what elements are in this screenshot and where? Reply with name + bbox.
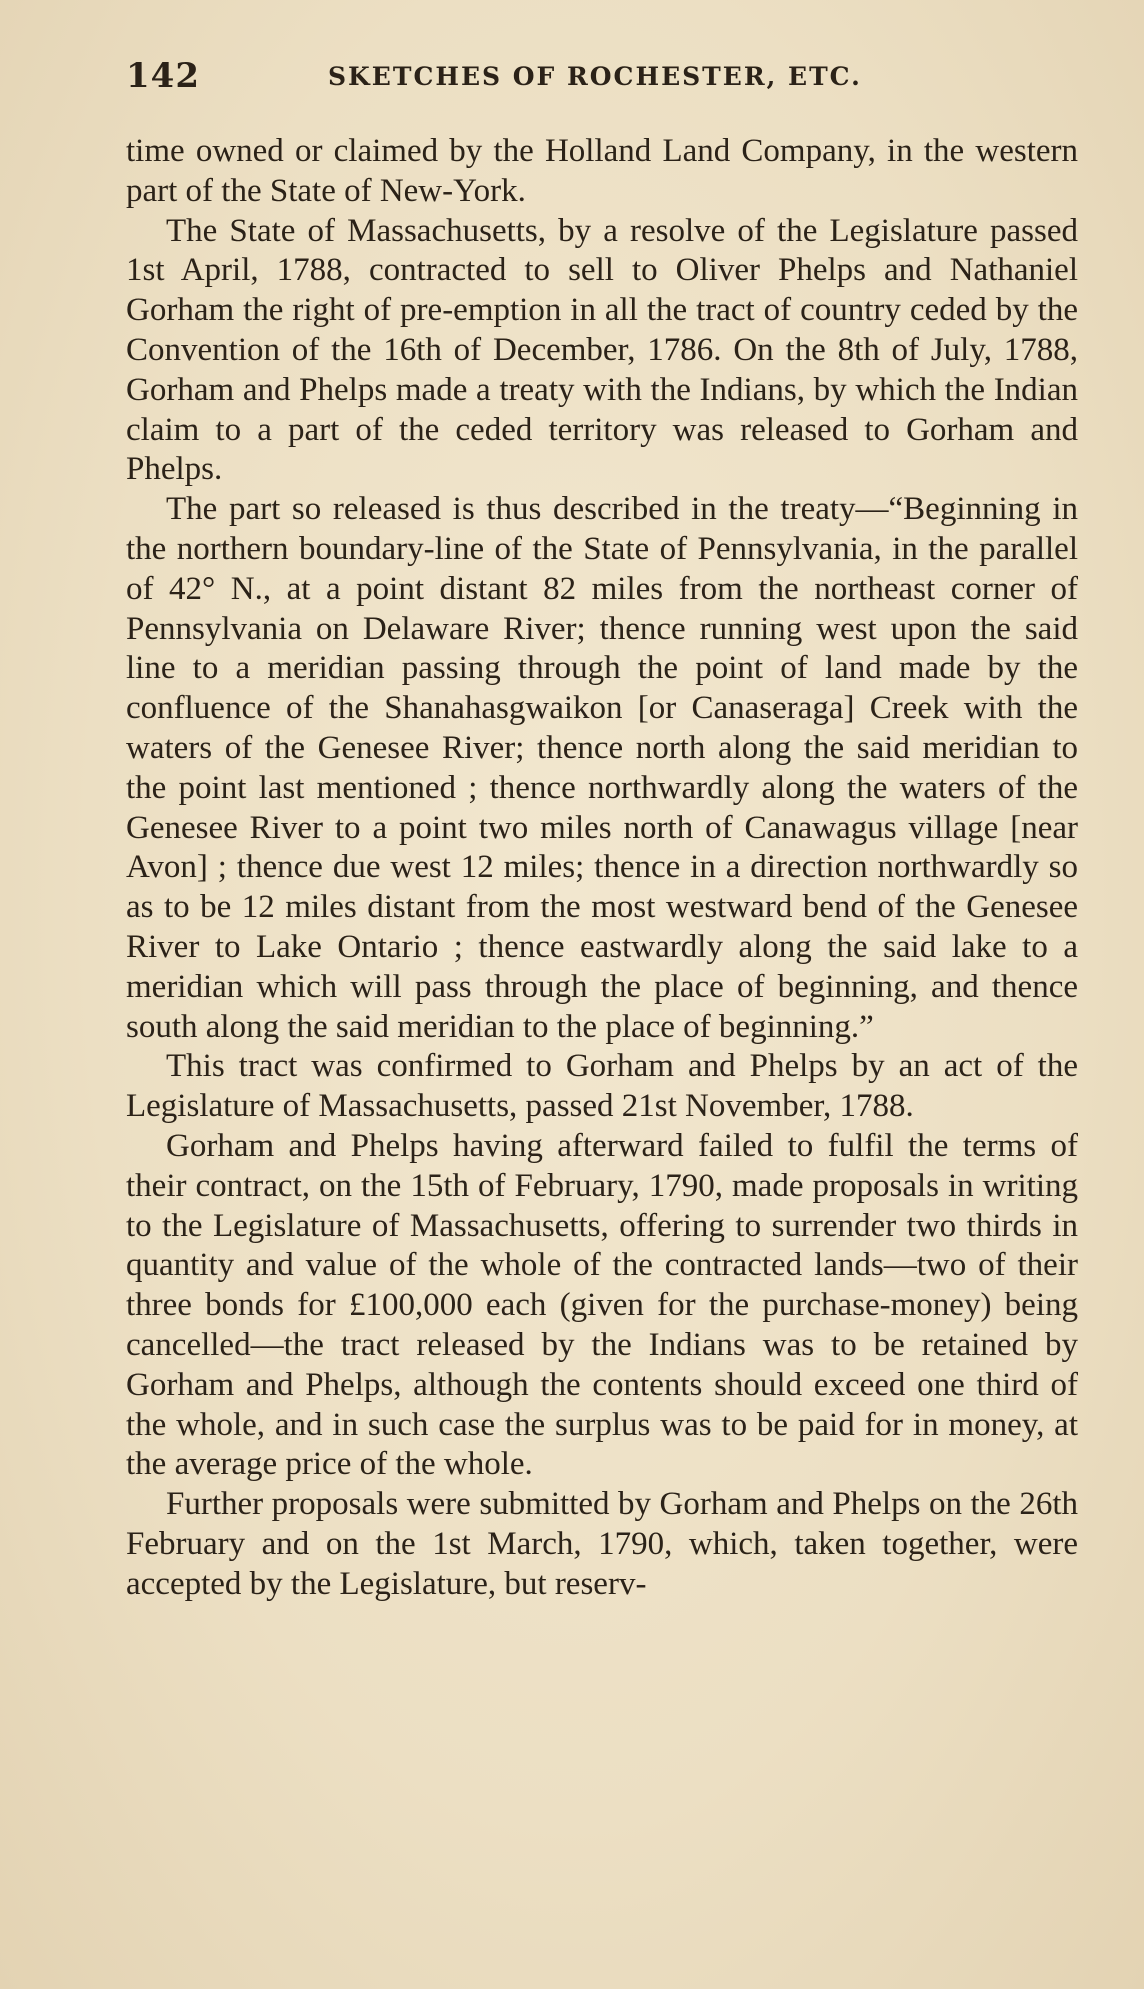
paragraph-continuation: time owned or claimed by the Holland Land Company, in the western part of the State of New-York. xyxy=(126,133,1078,209)
paragraph-massachusetts-resolve: The State of Massachusetts, by a resolve of the Legislature passed 1st April, 1788, contracted to sell to Oliver Phelps and Nathaniel Gorham the right of pre-emption in all the tract of country ceded by the Convention of the 16th of December, 1786. On the 8th of July, 1788, Gorham and Phelps made a treaty with the Indians, by which the Indian claim to a part of the ceded territory was released to Gorham and Phelps. xyxy=(126,212,1078,488)
page-number: 142 xyxy=(126,56,200,96)
body-text xyxy=(126,132,1078,1604)
paragraph-tract-confirmed: This tract was confirmed to Gorham and Phelps by an act of the Legislature of Massachusetts, passed 21st November, 1788. xyxy=(126,1048,1078,1125)
running-title: SKETCHES OF ROCHESTER, ETC. xyxy=(328,62,862,91)
paragraph-contract-failure: Gorham and Phelps having afterward failed to fulfil the terms of their contract, on the 15th of February, 1790, made proposals in writing to the Legislature of Massachusetts, offering to surrender two thirds in quantity and value of the whole of the contracted lands—two of their three bonds for £100,000 each (given for the purchase-money) being cancelled—the tract released by the Indians was to be retained by Gorham and Phelps, although the contents should exceed one third of the whole, and in such case the surplus was to be paid for in money, at the average price of the whole. xyxy=(126,1127,1078,1483)
paragraph-further-proposals: Further proposals were submitted by Gorham and Phelps on the 26th February and on the 1st March, 1790, which, taken together, were accepted by the Legislature, but reserv- xyxy=(126,1486,1078,1602)
paragraph-treaty-description: The part so released is thus described in the treaty—“Beginning in the northern boundary-line of the State of Pennsylvania, in the parallel of 42° N., at a point distant 82 miles from the northeast corner of Pennsylvania on Delaware River; thence running west upon the said line to a meridian passing through the point of land made by the confluence of the Shanahasgwaikon [or Canaseraga] Creek with the waters of the Genesee River; thence north along the said meridian to the point last mentioned ; thence northwardly along the waters of the Genesee River to a point two miles north of Canawagus village [near Avon] ; thence due west 12 miles; thence in a direction northwardly so as to be 12 miles distant from the most westward bend of the Genesee River to Lake Ontario ; thence eastwardly along the said lake to a meridian which will pass through the place of beginning, and thence south along the said meridian to the place of beginning.” xyxy=(126,491,1078,1045)
page-header xyxy=(126,56,1070,106)
